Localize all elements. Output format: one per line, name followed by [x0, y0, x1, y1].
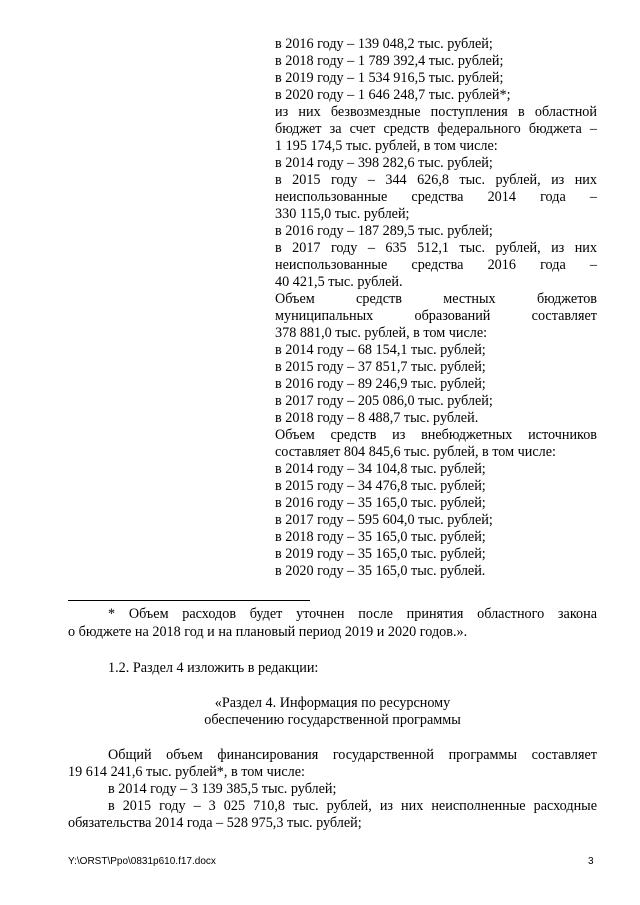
footnote-line: о бюджете на 2018 год и на плановый период 2019 и 2020 годов.». [68, 624, 468, 640]
column-line: Объем средств из внебюджетных источников [275, 427, 597, 443]
column-line: в 2014 году – 398 282,6 тыс. рублей; [275, 155, 493, 171]
column-line: неиспользованные средства 2014 года – [275, 189, 597, 205]
body-line: в 2014 году – 3 139 385,5 тыс. рублей; [108, 781, 337, 797]
column-line: в 2017 году – 205 086,0 тыс. рублей; [275, 393, 493, 409]
footnote-separator [68, 600, 310, 601]
column-line: в 2016 году – 89 246,9 тыс. рублей; [275, 376, 486, 392]
column-line: 40 421,5 тыс. рублей. [275, 274, 403, 290]
body-line: Общий объем финансирования государственной программы составляет [108, 747, 597, 763]
column-line: в 2017 году – 635 512,1 тыс. рублей, из них [275, 240, 597, 256]
body-line: в 2015 году – 3 025 710,8 тыс. рублей, из них неисполненные расходные [108, 798, 597, 814]
column-line: в 2014 году – 34 104,8 тыс. рублей; [275, 461, 486, 477]
column-line: в 2016 году – 35 165,0 тыс. рублей; [275, 495, 486, 511]
column-line: в 2015 году – 344 626,8 тыс. рублей, из них [275, 172, 597, 188]
column-line: в 2020 году – 35 165,0 тыс. рублей. [275, 563, 486, 579]
footer-file-path: Y:\ORST\Ppo\0831p610.f17.docx [68, 856, 216, 867]
column-line: в 2018 году – 35 165,0 тыс. рублей; [275, 529, 486, 545]
column-line: в 2019 году – 1 534 916,5 тыс. рублей; [275, 70, 504, 86]
page-number: 3 [588, 856, 594, 867]
column-line: 330 115,0 тыс. рублей; [275, 206, 410, 222]
column-line: в 2015 году – 34 476,8 тыс. рублей; [275, 478, 486, 494]
section-title-line: «Раздел 4. Информация по ресурсному [214, 695, 451, 711]
column-line: в 2016 году – 139 048,2 тыс. рублей; [275, 36, 493, 52]
column-line: в 2018 году – 1 789 392,4 тыс. рублей; [275, 53, 504, 69]
column-line: в 2015 году – 37 851,7 тыс. рублей; [275, 359, 486, 375]
section-title-line: обеспечению государственной программы [204, 712, 461, 728]
column-line: муниципальных образований составляет [275, 308, 597, 324]
column-line: в 2020 году – 1 646 248,7 тыс. рублей*; [275, 87, 511, 103]
column-line: бюджет за счет средств федерального бюджета – [275, 121, 597, 137]
column-line: составляет 804 845,6 тыс. рублей, в том числе: [275, 444, 556, 460]
column-line: в 2018 году – 8 488,7 тыс. рублей. [275, 410, 479, 426]
column-line: 378 881,0 тыс. рублей, в том числе: [275, 325, 488, 341]
column-line: неиспользованные средства 2016 года – [275, 257, 597, 273]
column-line: 1 195 174,5 тыс. рублей, в том числе: [275, 138, 498, 154]
column-line: в 2016 году – 187 289,5 тыс. рублей; [275, 223, 493, 239]
column-line: в 2019 году – 35 165,0 тыс. рублей; [275, 546, 486, 562]
body-line: обязательства 2014 года – 528 975,3 тыс. рублей; [68, 815, 362, 831]
column-line: в 2017 году – 595 604,0 тыс. рублей; [275, 512, 493, 528]
item-heading: 1.2. Раздел 4 изложить в редакции: [108, 660, 319, 676]
column-line: из них безвозмездные поступления в областной [275, 104, 597, 120]
column-line: Объем средств местных бюджетов [275, 291, 597, 307]
body-line: 19 614 241,6 тыс. рублей*, в том числе: [68, 764, 305, 780]
column-line: в 2014 году – 68 154,1 тыс. рублей; [275, 342, 486, 358]
footnote-line: * Объем расходов будет уточнен после принятия областного закона [108, 606, 597, 622]
